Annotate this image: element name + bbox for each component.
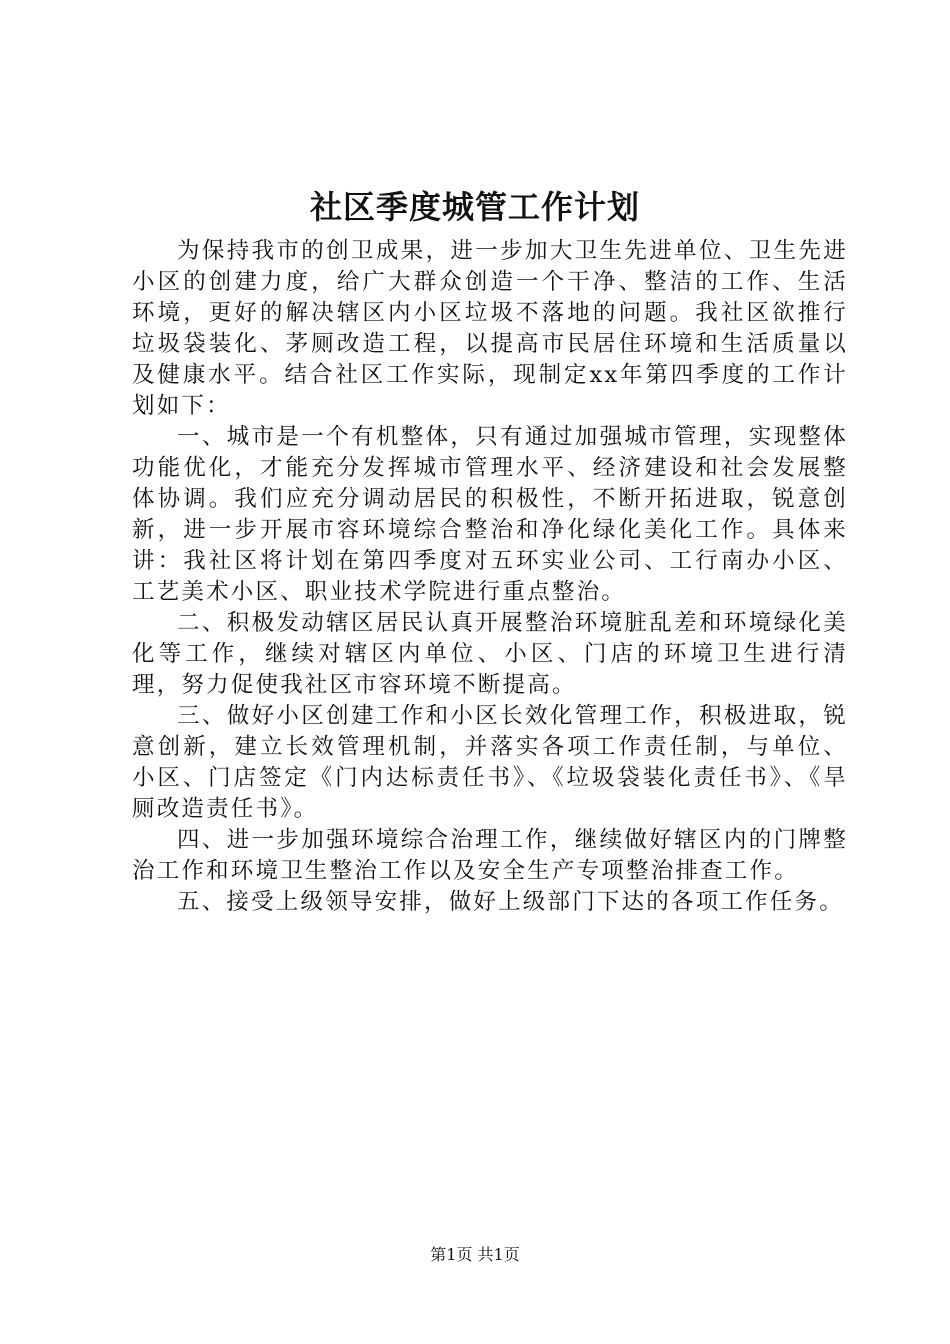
section-two-paragraph: 二、积极发动辖区居民认真开展整治环境脏乱差和环境绿化美化等工作，继续对辖区内单位、小区、门店的环境卫生进行清理，努力促使我社区市容环境不断提高。 — [132, 610, 848, 698]
section-three-paragraph: 三、做好小区创建工作和小区长效化管理工作，积极进取，锐意创新，建立长效管理机制，并落实各项工作责任制，与单位、小区、门店签定《门内达标责任书》、《垃圾袋装化责任书》、《旱厕改造责任书》。 — [132, 703, 848, 822]
intro-paragraph: 为保持我市的创卫成果，进一步加大卫生先进单位、卫生先进小区的创建力度，给广大群众创造一个干净、整洁的工作、生活环境，更好的解决辖区内小区垃圾不落地的问题。我社区欲推行垃圾袋装化、茅厕改造工程，以提高市民居住环境和生活质量以及健康水平。结合社区工作实际，现制定xx年第四季度的工作计划如下： — [132, 238, 848, 419]
document-title: 社区季度城管工作计划 — [309, 188, 640, 226]
page-footer: 第1页 共1页 — [430, 1245, 520, 1264]
section-four-paragraph: 四、进一步加强环境综合治理工作，继续做好辖区内的门牌整治工作和环境卫生整治工作以及安全生产专项整治排查工作。 — [132, 827, 848, 884]
section-five-paragraph: 五、接受上级领导安排，做好上级部门下达的各项工作任务。 — [177, 889, 844, 915]
section-one-paragraph: 一、城市是一个有机整体，只有通过加强城市管理，实现整体功能优化，才能充分发挥城市管理水平、经济建设和社会发展整体协调。我们应充分调动居民的积极性，不断开拓进取，锐意创新，进一步开展市容环境综合整治和净化绿化美化工作。具体来讲：我社区将计划在第四季度对五环实业公司、工行南办小区、工艺美术小区、职业技术学院进行重点整治。 — [132, 424, 848, 605]
document-body — [132, 236, 848, 918]
